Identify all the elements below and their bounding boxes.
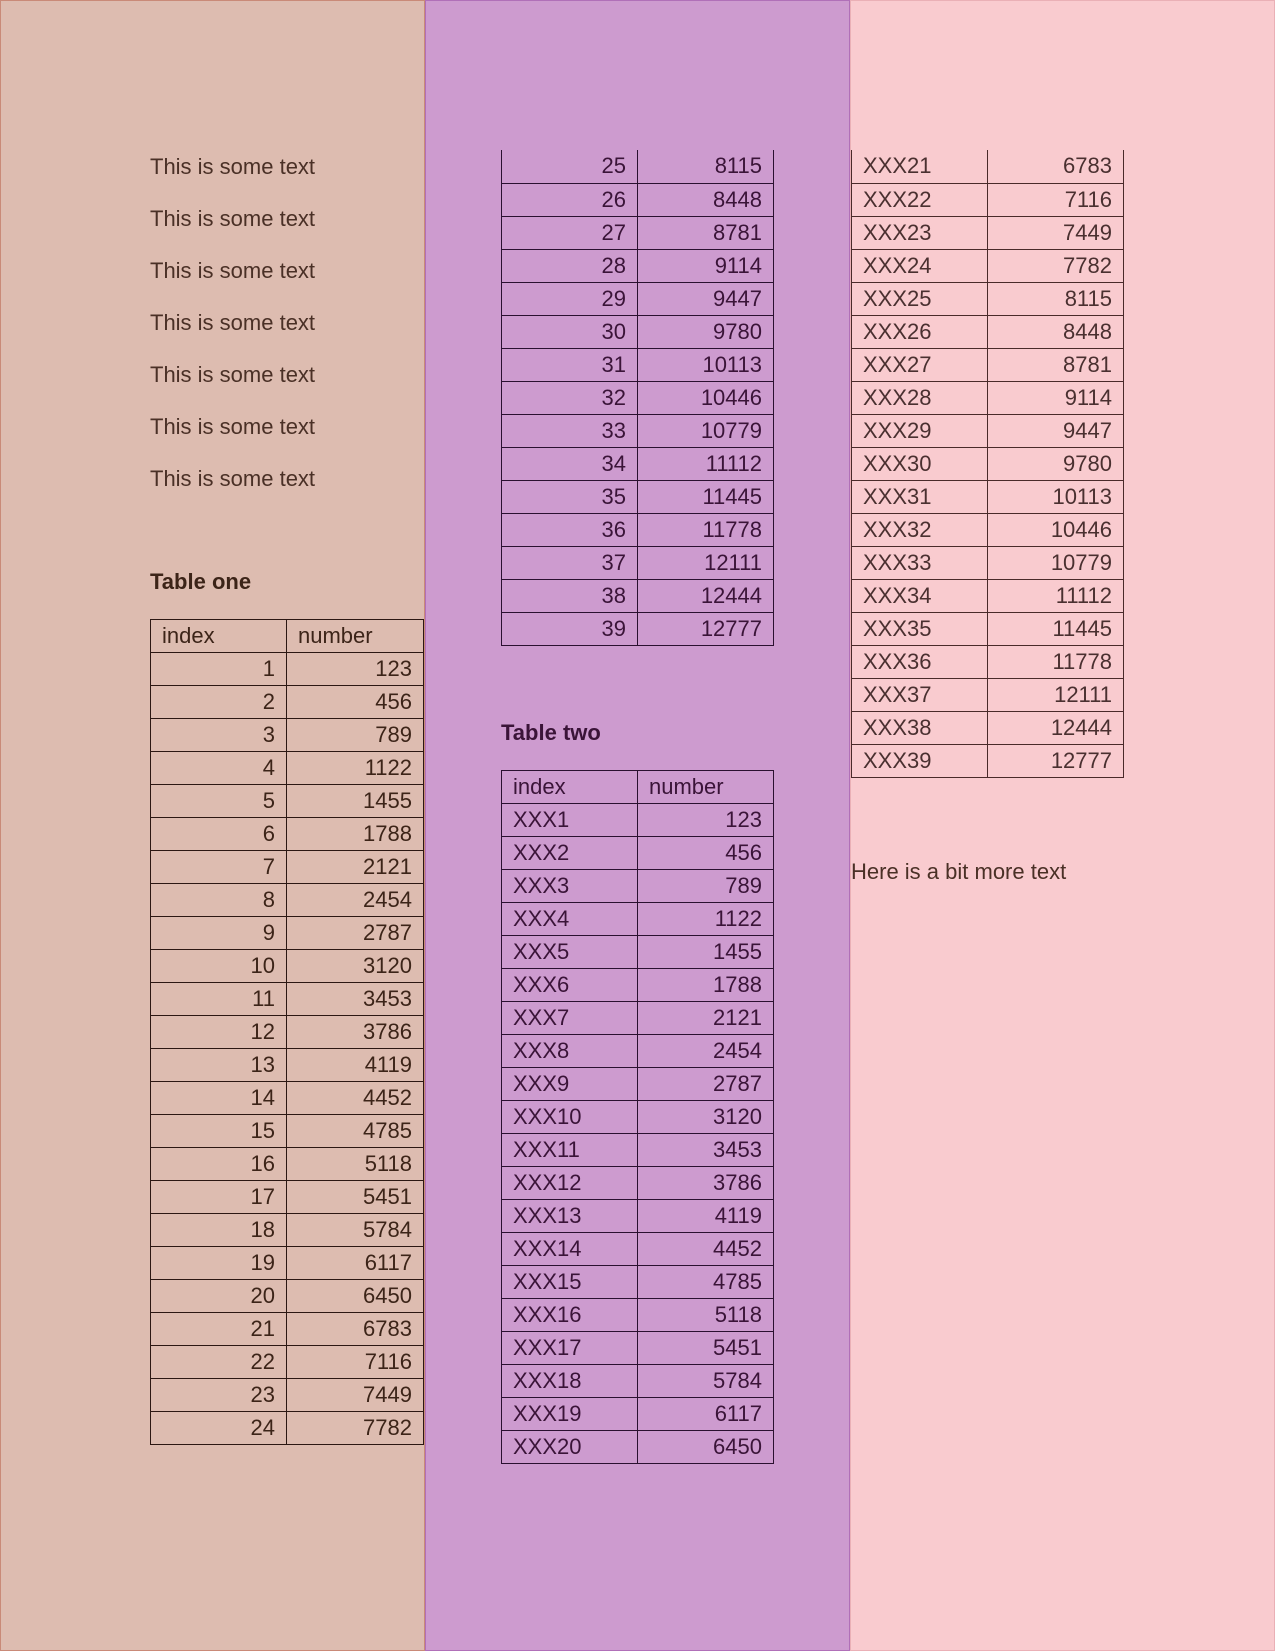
table-row: [502, 249, 774, 282]
table-row: [502, 870, 774, 903]
index-cell: XXX3: [502, 870, 638, 903]
table-row: [151, 950, 424, 983]
index-cell: 28: [502, 249, 638, 282]
page-column-1: [0, 0, 425, 1651]
index-cell: 17: [151, 1181, 287, 1214]
number-cell: 1122: [287, 752, 424, 785]
table-row: [852, 744, 1124, 777]
number-cell: 8781: [638, 216, 774, 249]
table-row: [502, 1134, 774, 1167]
index-cell: XXX22: [852, 183, 988, 216]
number-cell: 11778: [988, 645, 1124, 678]
number-cell: 3120: [638, 1101, 774, 1134]
table-two: [501, 770, 774, 1464]
index-cell: 16: [151, 1148, 287, 1181]
index-cell: XXX19: [502, 1398, 638, 1431]
index-cell: XXX21: [852, 150, 988, 183]
table-row: [151, 1412, 424, 1445]
table-row: [151, 983, 424, 1016]
number-cell: 1455: [287, 785, 424, 818]
index-cell: 30: [502, 315, 638, 348]
index-cell: XXX2: [502, 837, 638, 870]
number-cell: 3453: [287, 983, 424, 1016]
table-row: [852, 513, 1124, 546]
table-row: [151, 1214, 424, 1247]
table-row: [151, 785, 424, 818]
index-cell: 5: [151, 785, 287, 818]
index-cell: 27: [502, 216, 638, 249]
number-cell: 9114: [638, 249, 774, 282]
index-cell: XXX10: [502, 1101, 638, 1134]
number-cell: 9114: [988, 381, 1124, 414]
number-cell: 5118: [287, 1148, 424, 1181]
table-row: [151, 818, 424, 851]
column-header: index: [502, 771, 638, 804]
number-cell: 2454: [287, 884, 424, 917]
index-cell: 3: [151, 719, 287, 752]
closing-text: Here is a bit more text: [851, 859, 1067, 884]
index-cell: 12: [151, 1016, 287, 1049]
table-row: [502, 282, 774, 315]
number-cell: 9447: [988, 414, 1124, 447]
index-cell: 10: [151, 950, 287, 983]
number-cell: 11112: [988, 579, 1124, 612]
index-cell: 20: [151, 1280, 287, 1313]
page-column-2: [425, 0, 850, 1651]
index-cell: XXX9: [502, 1068, 638, 1101]
index-cell: XXX38: [852, 711, 988, 744]
index-cell: XXX34: [852, 579, 988, 612]
number-cell: 10113: [638, 348, 774, 381]
body-text: This is some text: [150, 154, 316, 179]
number-cell: 789: [638, 870, 774, 903]
table-row: [852, 678, 1124, 711]
index-cell: 2: [151, 686, 287, 719]
index-cell: XXX23: [852, 216, 988, 249]
body-text: This is some text: [150, 258, 316, 283]
column-header: number: [287, 620, 424, 653]
index-cell: XXX1: [502, 804, 638, 837]
index-cell: XXX33: [852, 546, 988, 579]
body-text: This is some text: [150, 362, 316, 387]
table-row: [151, 884, 424, 917]
table-row: [151, 851, 424, 884]
table-row: [502, 1068, 774, 1101]
number-cell: 12444: [988, 711, 1124, 744]
index-cell: 36: [502, 513, 638, 546]
table-row: [502, 903, 774, 936]
index-cell: XXX24: [852, 249, 988, 282]
number-cell: 6117: [638, 1398, 774, 1431]
table-row: [502, 546, 774, 579]
index-cell: 39: [502, 612, 638, 645]
index-cell: 38: [502, 579, 638, 612]
table-row: [151, 1082, 424, 1115]
index-cell: 35: [502, 480, 638, 513]
number-cell: 12444: [638, 579, 774, 612]
index-cell: 19: [151, 1247, 287, 1280]
table-row: [502, 1365, 774, 1398]
table-row: [151, 1313, 424, 1346]
number-cell: 9447: [638, 282, 774, 315]
index-cell: XXX30: [852, 447, 988, 480]
index-cell: XXX11: [502, 1134, 638, 1167]
table-header-row: [502, 771, 774, 804]
index-cell: XXX29: [852, 414, 988, 447]
index-cell: 29: [502, 282, 638, 315]
table-row: [852, 711, 1124, 744]
index-cell: XXX26: [852, 315, 988, 348]
table-row: [852, 447, 1124, 480]
number-cell: 3786: [287, 1016, 424, 1049]
table-row: [502, 1101, 774, 1134]
number-cell: 123: [638, 804, 774, 837]
number-cell: 5784: [638, 1365, 774, 1398]
number-cell: 11445: [638, 480, 774, 513]
index-cell: 34: [502, 447, 638, 480]
index-cell: 24: [151, 1412, 287, 1445]
index-cell: 1: [151, 653, 287, 686]
table-row: [502, 1167, 774, 1200]
index-cell: 31: [502, 348, 638, 381]
number-cell: 6783: [287, 1313, 424, 1346]
number-cell: 1455: [638, 936, 774, 969]
index-cell: XXX35: [852, 612, 988, 645]
table-row: [151, 1379, 424, 1412]
number-cell: 7116: [988, 183, 1124, 216]
table-row: [852, 480, 1124, 513]
table-row: [852, 315, 1124, 348]
table-one-continued: [501, 150, 774, 646]
number-cell: 10113: [988, 480, 1124, 513]
table-two-continued: [851, 150, 1124, 778]
number-cell: 11112: [638, 447, 774, 480]
table-row: [151, 1247, 424, 1280]
number-cell: 8115: [638, 150, 774, 183]
table-row: [502, 1233, 774, 1266]
table-row: [852, 183, 1124, 216]
number-cell: 8115: [988, 282, 1124, 315]
number-cell: 3120: [287, 950, 424, 983]
number-cell: 2121: [287, 851, 424, 884]
number-cell: 7782: [988, 249, 1124, 282]
number-cell: 6117: [287, 1247, 424, 1280]
index-cell: XXX36: [852, 645, 988, 678]
table-row: [852, 546, 1124, 579]
index-cell: XXX16: [502, 1299, 638, 1332]
number-cell: 12111: [988, 678, 1124, 711]
table-row: [502, 1002, 774, 1035]
table-row: [502, 837, 774, 870]
table-row: [502, 513, 774, 546]
table-row: [502, 150, 774, 183]
index-cell: 4: [151, 752, 287, 785]
index-cell: XXX37: [852, 678, 988, 711]
table-row: [852, 645, 1124, 678]
table-row: [151, 719, 424, 752]
page-column-3: [850, 0, 1275, 1651]
number-cell: 123: [287, 653, 424, 686]
table-row: [502, 1398, 774, 1431]
body-text: This is some text: [150, 466, 316, 491]
table-row: [502, 414, 774, 447]
table-one: [150, 619, 424, 1445]
index-cell: 21: [151, 1313, 287, 1346]
body-text: This is some text: [150, 310, 316, 335]
number-cell: 3786: [638, 1167, 774, 1200]
index-cell: 13: [151, 1049, 287, 1082]
table-two-title: Table two: [501, 720, 601, 745]
table-row: [852, 381, 1124, 414]
index-cell: 32: [502, 381, 638, 414]
number-cell: 7449: [287, 1379, 424, 1412]
table-row: [151, 752, 424, 785]
table-row: [852, 216, 1124, 249]
table-one-title: Table one: [150, 569, 252, 594]
index-cell: 22: [151, 1346, 287, 1379]
number-cell: 11778: [638, 513, 774, 546]
number-cell: 4785: [638, 1266, 774, 1299]
index-cell: 8: [151, 884, 287, 917]
index-cell: XXX20: [502, 1431, 638, 1464]
number-cell: 2787: [287, 917, 424, 950]
index-cell: XXX39: [852, 744, 988, 777]
index-cell: XXX15: [502, 1266, 638, 1299]
table-row: [502, 447, 774, 480]
number-cell: 12111: [638, 546, 774, 579]
number-cell: 4785: [287, 1115, 424, 1148]
table-row: [502, 315, 774, 348]
body-text: This is some text: [150, 206, 316, 231]
number-cell: 10446: [638, 381, 774, 414]
table-row: [502, 969, 774, 1002]
index-cell: XXX31: [852, 480, 988, 513]
number-cell: 789: [287, 719, 424, 752]
index-cell: XXX13: [502, 1200, 638, 1233]
index-cell: 23: [151, 1379, 287, 1412]
index-cell: 6: [151, 818, 287, 851]
column-header: index: [151, 620, 287, 653]
number-cell: 8448: [988, 315, 1124, 348]
number-cell: 5784: [287, 1214, 424, 1247]
table-row: [502, 1266, 774, 1299]
table-row: [502, 579, 774, 612]
table-row: [502, 1431, 774, 1464]
number-cell: 8448: [638, 183, 774, 216]
table-row: [852, 150, 1124, 183]
column-header: number: [638, 771, 774, 804]
index-cell: 15: [151, 1115, 287, 1148]
number-cell: 456: [287, 686, 424, 719]
index-cell: 37: [502, 546, 638, 579]
number-cell: 6450: [638, 1431, 774, 1464]
number-cell: 4452: [287, 1082, 424, 1115]
number-cell: 10446: [988, 513, 1124, 546]
index-cell: XXX32: [852, 513, 988, 546]
number-cell: 8781: [988, 348, 1124, 381]
index-cell: XXX18: [502, 1365, 638, 1398]
number-cell: 7116: [287, 1346, 424, 1379]
table-row: [502, 1035, 774, 1068]
index-cell: 7: [151, 851, 287, 884]
number-cell: 5451: [638, 1332, 774, 1365]
number-cell: 9780: [988, 447, 1124, 480]
number-cell: 4452: [638, 1233, 774, 1266]
number-cell: 456: [638, 837, 774, 870]
number-cell: 2787: [638, 1068, 774, 1101]
table-row: [151, 1049, 424, 1082]
index-cell: 9: [151, 917, 287, 950]
table-row: [502, 348, 774, 381]
table-row: [502, 480, 774, 513]
number-cell: 6783: [988, 150, 1124, 183]
index-cell: XXX4: [502, 903, 638, 936]
number-cell: 4119: [287, 1049, 424, 1082]
table-row: [502, 183, 774, 216]
table-row: [502, 1299, 774, 1332]
number-cell: 6450: [287, 1280, 424, 1313]
number-cell: 12777: [988, 744, 1124, 777]
index-cell: XXX14: [502, 1233, 638, 1266]
table-row: [852, 282, 1124, 315]
table-row: [151, 653, 424, 686]
number-cell: 7782: [287, 1412, 424, 1445]
index-cell: 26: [502, 183, 638, 216]
number-cell: 5118: [638, 1299, 774, 1332]
index-cell: XXX7: [502, 1002, 638, 1035]
index-cell: XXX28: [852, 381, 988, 414]
index-cell: XXX25: [852, 282, 988, 315]
table-row: [852, 579, 1124, 612]
table-row: [502, 804, 774, 837]
index-cell: 25: [502, 150, 638, 183]
index-cell: 11: [151, 983, 287, 1016]
index-cell: XXX8: [502, 1035, 638, 1068]
table-row: [151, 1115, 424, 1148]
index-cell: XXX6: [502, 969, 638, 1002]
number-cell: 12777: [638, 612, 774, 645]
index-cell: 33: [502, 414, 638, 447]
table-row: [151, 1181, 424, 1214]
table-row: [502, 381, 774, 414]
table-row: [852, 414, 1124, 447]
number-cell: 3453: [638, 1134, 774, 1167]
table-row: [852, 612, 1124, 645]
index-cell: XXX12: [502, 1167, 638, 1200]
table-row: [151, 1346, 424, 1379]
table-row: [151, 1148, 424, 1181]
number-cell: 1788: [287, 818, 424, 851]
number-cell: 7449: [988, 216, 1124, 249]
table-row: [852, 348, 1124, 381]
number-cell: 1122: [638, 903, 774, 936]
number-cell: 10779: [638, 414, 774, 447]
table-row: [502, 612, 774, 645]
table-row: [151, 917, 424, 950]
body-text: This is some text: [150, 414, 316, 439]
table-row: [151, 686, 424, 719]
index-cell: 18: [151, 1214, 287, 1247]
index-cell: XXX27: [852, 348, 988, 381]
number-cell: 5451: [287, 1181, 424, 1214]
number-cell: 2454: [638, 1035, 774, 1068]
index-cell: XXX5: [502, 936, 638, 969]
number-cell: 4119: [638, 1200, 774, 1233]
index-cell: XXX17: [502, 1332, 638, 1365]
number-cell: 2121: [638, 1002, 774, 1035]
index-cell: 14: [151, 1082, 287, 1115]
table-row: [151, 1016, 424, 1049]
table-header-row: [151, 620, 424, 653]
table-row: [502, 936, 774, 969]
number-cell: 1788: [638, 969, 774, 1002]
number-cell: 11445: [988, 612, 1124, 645]
table-row: [151, 1280, 424, 1313]
table-row: [502, 1332, 774, 1365]
table-row: [502, 216, 774, 249]
table-row: [502, 1200, 774, 1233]
number-cell: 10779: [988, 546, 1124, 579]
number-cell: 9780: [638, 315, 774, 348]
table-row: [852, 249, 1124, 282]
